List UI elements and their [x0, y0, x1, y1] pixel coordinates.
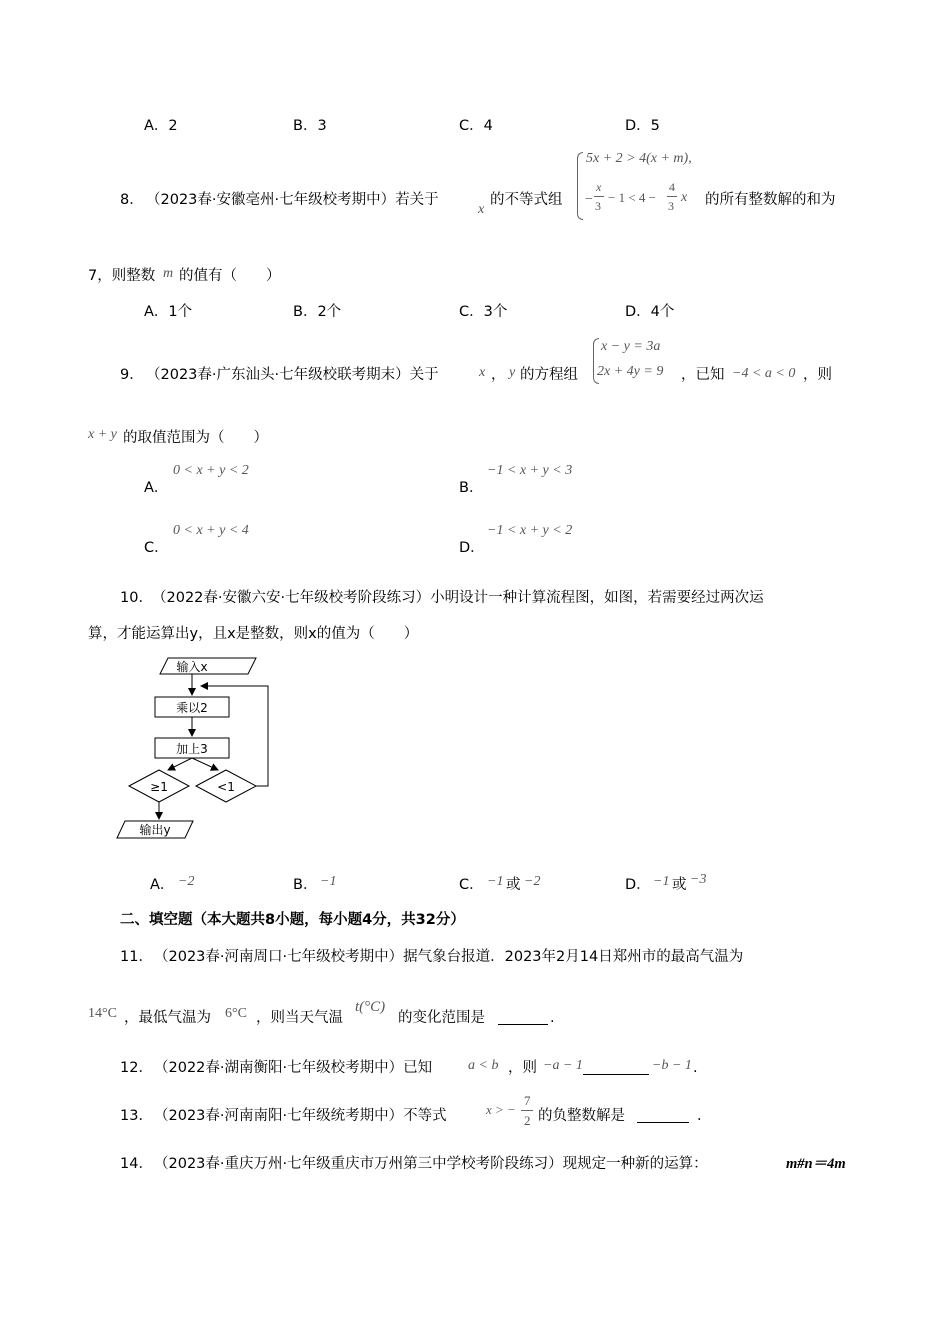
flow-output-label: 输出y — [139, 823, 171, 837]
q12-answer-blank[interactable] — [583, 1060, 649, 1080]
q11-mid1: ，最低气温为 — [124, 1010, 211, 1026]
q8-var-x: x — [478, 202, 485, 217]
flow-input-shape — [160, 658, 256, 674]
q12-right: −b − 1 — [652, 1058, 692, 1073]
q11-end: . — [550, 1010, 555, 1026]
q8-option-d: D．4个 — [625, 304, 675, 320]
q13-number: 13． — [120, 1108, 153, 1124]
q10-option-c-or: 或 — [506, 877, 521, 893]
q8-option-b: B．2个 — [293, 304, 342, 320]
q11-tail: 的变化范围是 — [398, 1010, 485, 1026]
q8-eq2-frac1-num: x — [596, 180, 602, 194]
q11-text1: （2023春·河南周口·七年级校考期中）据气象台报道．2023年2月14日郑州市的最高气温为 — [154, 949, 744, 965]
q10-option-b: −1 — [320, 874, 337, 889]
q8-mid: 的不等式组 — [490, 192, 563, 208]
q10-option-c-label: C． — [459, 877, 484, 893]
q8-line2-var-m: m — [163, 266, 174, 281]
q9-var-y: y — [509, 365, 516, 380]
q11-mid2: ，则当天气温 — [256, 1010, 343, 1026]
q13-frac-bar — [521, 1110, 533, 1111]
q9-eq2: 2x + 4y = 9 — [597, 364, 664, 379]
q13-end: ． — [697, 1108, 712, 1124]
flow-multiply-label: 乘以2 — [176, 701, 208, 715]
q11-high: 14°C — [88, 1006, 117, 1021]
q9-option-b-label: B． — [459, 480, 484, 496]
q9-option-c-label: C． — [144, 540, 169, 556]
q8-eq2-minus: − — [584, 192, 594, 207]
q13-ineq: x > − — [486, 1102, 516, 1117]
q14-text: （2023春·重庆万州·七年级重庆市万州第三中学校考阶段练习）现规定一种新的运算： — [154, 1156, 708, 1172]
q10-option-a-label: A． — [150, 877, 175, 893]
q8-source: （2023春·安徽亳州·七年级校考期中）若关于 — [146, 192, 439, 208]
q8-eq2-end: x — [681, 190, 688, 205]
q7-option-b: B．3 — [293, 118, 327, 134]
q9-var-x: x — [479, 365, 486, 380]
q9-mid: 的方程组 — [520, 367, 578, 383]
q9-then: ，则 — [803, 367, 832, 383]
flow-add-label: 加上3 — [176, 742, 208, 756]
q12-mid: ，则 — [508, 1060, 537, 1076]
q13-tail: 的负整数解是 — [538, 1108, 625, 1124]
q9-option-d-expr: −1 < x + y < 2 — [487, 523, 573, 538]
q8-tail: 的所有整数解的和为 — [705, 192, 836, 208]
q8-number: 8． — [120, 192, 144, 208]
flow-loop-line — [201, 686, 268, 786]
q9-option-a-label: A． — [144, 480, 169, 496]
q8-line2b: 的值有（ ） — [179, 268, 281, 284]
q9-number: 9． — [120, 367, 144, 383]
q9-option-a-expr: 0 < x + y < 2 — [173, 463, 249, 478]
section-title: 二、填空题（本大题共8小题，每小题4分，共32分） — [120, 912, 465, 928]
q10-option-c2: −2 — [524, 874, 541, 889]
q12-number: 12． — [120, 1060, 153, 1076]
flow-input-label: 输入x — [176, 660, 208, 674]
q9-option-c-expr: 0 < x + y < 4 — [173, 523, 249, 538]
q8-option-a: A．1个 — [144, 304, 193, 320]
q10-option-d1: −1 — [653, 874, 670, 889]
q8-eq2-frac2-num: 4 — [669, 180, 675, 194]
q11-number: 11． — [120, 949, 153, 965]
q13-frac-den: 2 — [524, 1113, 531, 1128]
q7-option-d: D．5 — [625, 118, 660, 134]
q13-answer-blank[interactable] — [637, 1108, 689, 1128]
q13-text: （2023春·河南南阳·七年级统考期中）不等式 — [154, 1108, 447, 1124]
q10-option-c1: −1 — [487, 874, 504, 889]
q9-option-b-expr: −1 < x + y < 3 — [487, 463, 573, 478]
q13-frac-num: 7 — [524, 1093, 531, 1108]
flow-ge-label: ≥1 — [150, 780, 168, 794]
q14-expr: m#n＝4m — [786, 1156, 846, 1172]
q12-cond: a < b — [468, 1058, 499, 1073]
q10-option-d-or: 或 — [672, 877, 687, 893]
flow-lt-label: <1 — [217, 780, 235, 794]
q8-system-brace — [577, 152, 583, 220]
q10-number: 10． — [120, 590, 153, 606]
q8-eq2-mid: − 1 < 4 − — [608, 190, 656, 205]
q8-eq2-frac2-den: 3 — [668, 199, 674, 213]
q9-known: ，已知 — [681, 367, 725, 383]
q10-text2: 算，才能运算出y，且x是整数，则x的值为（ ） — [88, 626, 419, 642]
q10-text1: （2022春·安徽六安·七年级校考阶段练习）小明设计一种计算流程图，如图，若需要经过两次运 — [152, 590, 764, 606]
q9-line2: 的取值范围为（ ） — [123, 430, 268, 446]
q9-source: （2023春·广东汕头·七年级校联考期末）关于 — [146, 367, 439, 383]
q11-low: 6°C — [225, 1006, 247, 1021]
q8-frac1-bar — [594, 196, 604, 197]
q10-option-b-label: B． — [293, 877, 318, 893]
q10-option-d2: −3 — [690, 872, 707, 887]
q9-comma: ， — [491, 367, 506, 383]
q14-number: 14． — [120, 1156, 153, 1172]
q10-option-a: −2 — [178, 874, 195, 889]
q12-text: （2022春·湖南衡阳·七年级校考期中）已知 — [154, 1060, 433, 1076]
q7-option-c: C．4 — [459, 118, 493, 134]
q8-frac2-bar — [667, 196, 677, 197]
q8-line2a: 7，则整数 — [88, 268, 156, 284]
q8-eq2-frac1-den: 3 — [595, 199, 601, 213]
q12-left: −a − 1 — [543, 1058, 583, 1073]
q7-option-a: A．2 — [144, 118, 178, 134]
q11-tvar: t(°C) — [355, 999, 386, 1015]
q12-end: . — [693, 1060, 698, 1076]
q8-eq1: 5x + 2 > 4(x + m), — [586, 151, 692, 166]
q11-answer-blank[interactable] — [498, 1010, 548, 1030]
q10-option-d-label: D． — [625, 877, 651, 893]
q9-eq1: x − y = 3a — [601, 339, 661, 354]
q8-option-c: C．3个 — [459, 304, 508, 320]
q9-line2-expr: x + y — [88, 427, 117, 442]
q9-option-d-label: D． — [459, 540, 485, 556]
q10-flowchart — [108, 652, 278, 844]
q9-cond: −4 < a < 0 — [732, 366, 796, 381]
